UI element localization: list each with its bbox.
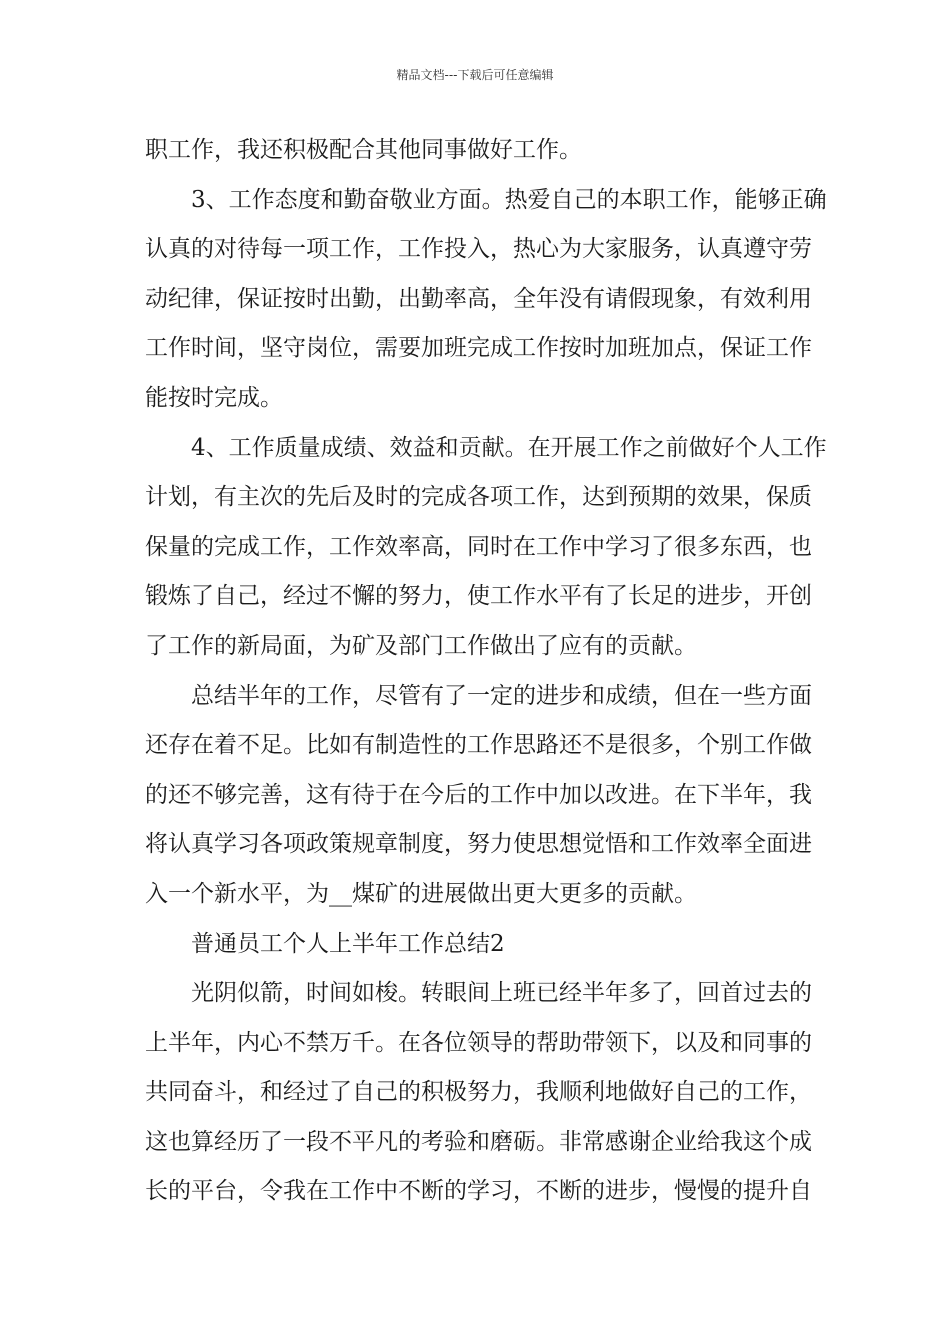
text-line: 了工作的新局面，为矿及部门工作做出了应有的贡献。 (145, 632, 697, 659)
heading-line: 普通员工个人上半年工作总结2 (191, 930, 505, 957)
text-line: 工作时间，坚守岗位，需要加班完成工作按时加班加点，保证工作 (145, 335, 812, 362)
page-header: 精品文档---下载后可任意编辑 (396, 68, 554, 82)
paragraph-3 (145, 424, 827, 672)
text-line: 动纪律，保证按时出勤，出勤率高，全年没有请假现象，有效利用 (145, 285, 812, 312)
text-line: 4、工作质量成绩、效益和贡献。在开展工作之前做好个人工作 (191, 434, 827, 461)
text-line: 还存在着不足。比如有制造性的工作思路还不是很多，个别工作做 (145, 732, 812, 759)
text-line: 能按时完成。 (145, 384, 283, 411)
paragraph-2 (145, 176, 827, 424)
text-line: 职工作，我还积极配合其他同事做好工作。 (145, 137, 582, 163)
text-line: 上半年，内心不禁万千。在各位领导的帮助带领下，以及和同事的 (145, 1029, 812, 1056)
section-heading (145, 920, 810, 970)
paragraph-5 (145, 969, 810, 1217)
text-line: 的还不够完善，这有待于在今后的工作中加以改进。在下半年，我 (145, 781, 812, 808)
text-line: 计划，有主次的先后及时的完成各项工作，达到预期的效果，保质 (145, 484, 812, 511)
paragraph-4 (145, 672, 810, 920)
text-line: 3、工作态度和勤奋敬业方面。热爱自己的本职工作，能够正确 (191, 186, 827, 213)
document-body (145, 126, 827, 1217)
text-line: 锻炼了自己，经过不懈的努力，使工作水平有了长足的进步，开创 (145, 583, 812, 610)
text-line: 入一个新水平，为__煤矿的进展做出更大更多的贡献。 (145, 880, 697, 907)
text-line: 将认真学习各项政策规章制度，努力使思想觉悟和工作效率全面进 (145, 831, 812, 858)
text-line: 共同奋斗，和经过了自己的积极努力，我顺利地做好自己的工作， (145, 1079, 812, 1106)
text-line: 这也算经历了一段不平凡的考验和磨砺。非常感谢企业给我这个成 (145, 1128, 812, 1155)
text-line: 长的平台，令我在工作中不断的学习，不断的进步，慢慢的提升自 (145, 1178, 812, 1205)
text-line: 保量的完成工作，工作效率高，同时在工作中学习了很多东西，也 (145, 533, 812, 560)
text-line: 总结半年的工作，尽管有了一定的进步和成绩，但在一些方面 (191, 682, 812, 709)
text-line: 认真的对待每一项工作，工作投入，热心为大家服务，认真遵守劳 (145, 236, 812, 263)
text-line: 光阴似箭，时间如梭。转眼间上班已经半年多了，回首过去的 (191, 980, 812, 1007)
paragraph-1 (145, 126, 810, 176)
